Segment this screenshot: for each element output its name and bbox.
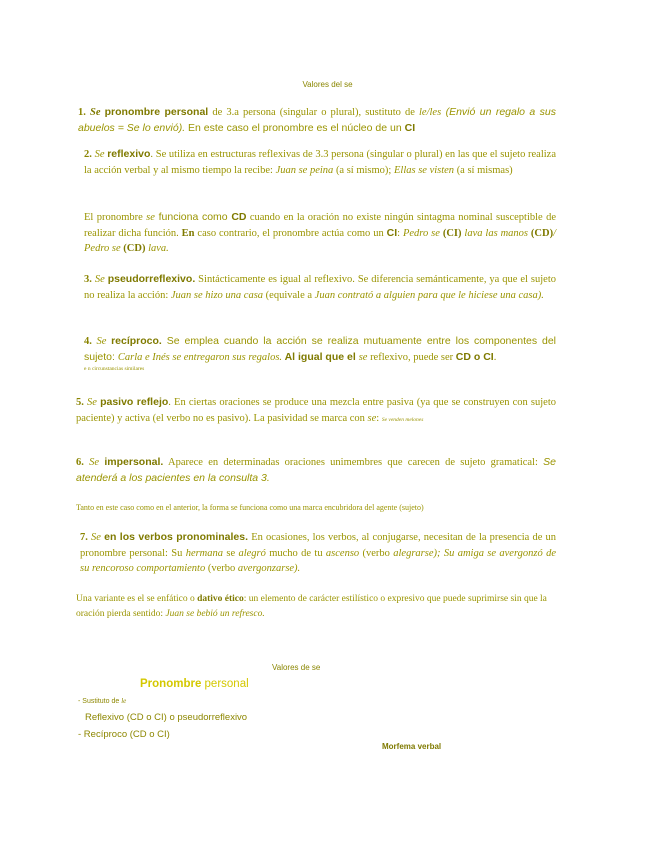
term: pseudorreflexivo. <box>107 273 196 285</box>
scheme-morfema-verbal: Morfema verbal <box>382 742 442 751</box>
example: (Envió un regalo a sus abuelos = Se lo envió). <box>78 106 557 134</box>
page-title: Valores del se <box>302 80 353 89</box>
term: pronombre personal <box>104 106 209 118</box>
item-number: 7. <box>80 532 88 543</box>
note-agente: Tanto en este caso como en el anterior, la forma se funciona como una marca encubridora del agente (sujeto) <box>76 503 424 512</box>
term: impersonal. <box>104 456 164 468</box>
example: Juan contrató a alguien para que le hiciese una casa). <box>314 289 544 301</box>
term: recíproco. <box>111 335 162 347</box>
example: Carla e Inés se entregaron sus regalos. <box>117 351 283 363</box>
scheme-sustituto: - Sustituto de le <box>78 697 127 705</box>
item-number: 2. <box>84 149 92 160</box>
se-word: Se <box>94 149 105 160</box>
se-word: Se <box>94 274 105 285</box>
se-word: Se <box>89 457 100 468</box>
se-word: Se <box>90 107 101 118</box>
section-reflexivo: 2. Se reflexivo. Se utiliza en estructuras reflexivas de 3.3 persona (singular o plural) en las que el sujeto realiza la acción verbal y al mismo tiempo la recibe: Juan se peina (a sí mismo); Ellas se visten (a sí mismas) <box>84 148 557 176</box>
section-dativo-etico: Una variante es el se enfático o dativo ético: un elemento de carácter estilístico o expresivo que puede suprimirse sin que la oración pierda sentido: Juan se bebió un refresco. <box>76 594 547 619</box>
item-number: 3. <box>84 274 92 285</box>
example: Juan se bebió un refresco. <box>165 609 265 619</box>
section-reciproco: 4. Se recíproco. Se emplea cuando la acción se realiza mutuamente entre los componentes del sujeto: Carla e Inés se entregaron sus regalos. Al igual que el se reflexivo, puede ser CD o CI. <box>84 335 557 363</box>
note-circunstancias: e n circunstancias similares <box>84 366 145 372</box>
term: reflexivo <box>107 148 151 160</box>
se-word: Se <box>91 532 101 543</box>
section-pasivo-reflejo: 5. Se pasivo reflejo. En ciertas oraciones se produce una mezcla entre pasiva (ya que se construyen con sujeto paciente) y activa (el verbo no es pasivo). La pasividad se marca con se: Se venden melones <box>76 396 557 424</box>
scheme-title: Valores de se <box>272 663 321 672</box>
example: Juan se hizo una casa <box>170 289 264 301</box>
item-number: 4. <box>84 336 92 347</box>
section-reflexivo-funcion: El pronombre se funciona como CD cuando en la oración no existe ningún sintagma nominal susceptible de realizar dicha función. En caso contrario, el pronombre actúa como un CI: Pedro se (CI) lava las manos (CD)/ Pedro se (CD) lava. <box>84 211 557 254</box>
se-word: Se <box>96 336 107 347</box>
section-pseudorreflexivo: 3. Se pseudorreflexivo. Sintácticamente es igual al reflexivo. Se diferencia semánticamente, ya que el sujeto no realiza la acción: Juan se hizo una casa (equivale a Juan contrató a alguien para que le hiciese una casa). <box>84 273 557 301</box>
section-pronombre-personal: 1. Se pronombre personal de 3.a persona (singular o plural), sustituto de le/les (Envió un regalo a sus abuelos = Se lo envió). En este caso el pronombre es el núcleo de un CI <box>78 106 557 134</box>
item-number: 6. <box>76 457 84 468</box>
scheme-reciproco: - Recíproco (CD o CI) <box>78 729 170 740</box>
item-number: 5. <box>76 397 84 408</box>
example: Ellas se visten <box>393 164 455 176</box>
example: Se venden melones <box>381 416 424 423</box>
item-number: 1. <box>78 107 86 118</box>
term: en los verbos pronominales. <box>104 531 249 543</box>
section-verbos-pronominales: 7. Se en los verbos pronominales. En ocasiones, los verbos, al conjugarse, necesitan de la presencia de un pronombre personal: Su hermana se alegró mucho de tu ascenso (verbo alegrarse); Su amiga se avergonzó de su rencoroso comportamiento (verbo avergonzarse). <box>80 531 557 574</box>
scheme-pronombre-personal: Pronombre personal <box>140 678 249 690</box>
section-impersonal: 6. Se impersonal. Aparece en determinadas oraciones unimembres que carecen de sujeto gramatical: Se atenderá a los pacientes en la consulta 3. <box>76 456 557 484</box>
term: pasivo reflejo <box>100 396 169 408</box>
example: Juan se peina <box>275 164 334 176</box>
example: Se atenderá a los pacientes en la consulta 3. <box>76 456 557 484</box>
term: dativo ético <box>197 594 244 604</box>
scheme-reflexivo: Reflexivo (CD o CI) o pseudorreflexivo <box>85 712 248 723</box>
se-word: Se <box>87 397 97 408</box>
